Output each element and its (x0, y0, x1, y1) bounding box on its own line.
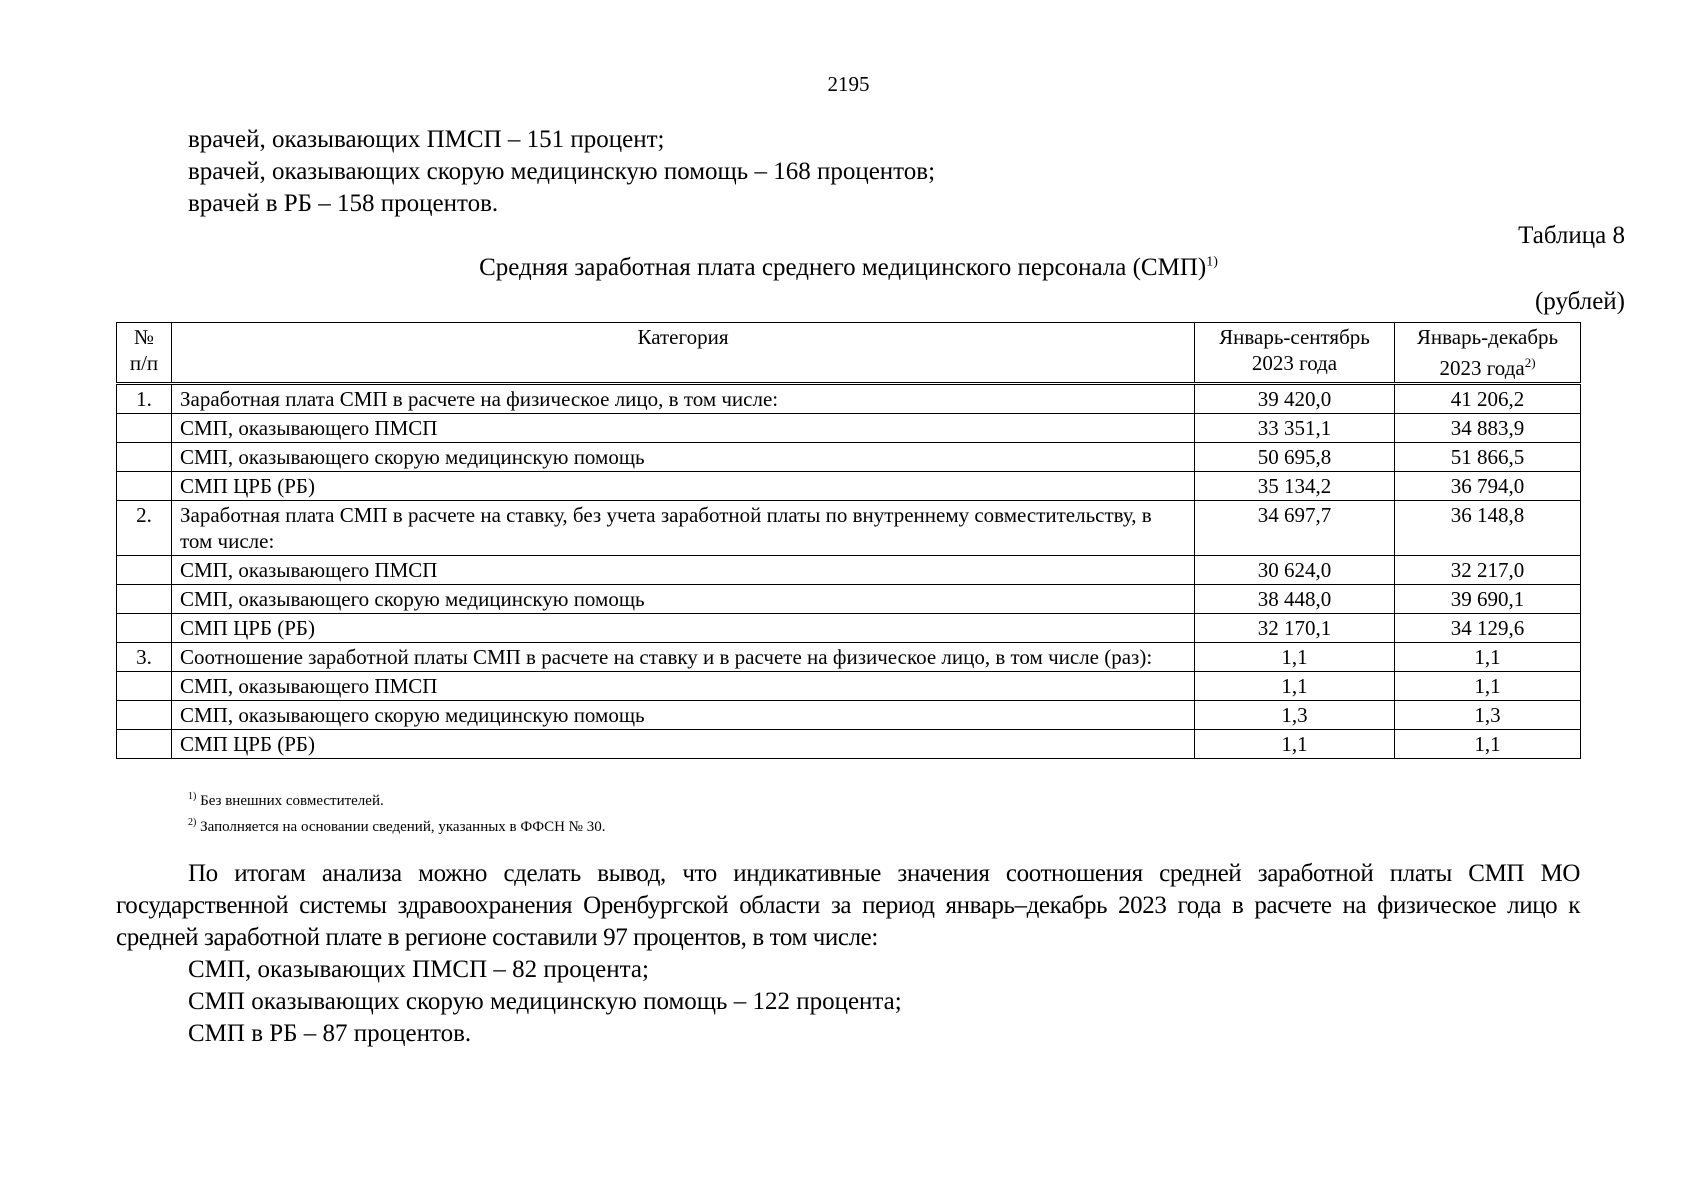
conclusion-item: СМП, оказывающих ПМСП – 82 процента; (188, 956, 649, 983)
table-row (117, 501, 1581, 556)
row-category: Заработная плата СМП в расчете на физическое лицо, в том числе: (172, 384, 1195, 414)
table-row (117, 556, 1581, 585)
salary-table (116, 322, 1581, 759)
footnote-mark: 2) (188, 817, 197, 828)
table-number-label: Таблица 8 (1518, 222, 1625, 249)
table-title-text: Средняя заработная плата среднего медицинского персонала (СМП) (479, 254, 1207, 281)
footnote (188, 812, 605, 838)
row-value-jan-sep: 50 695,8 (1195, 443, 1395, 472)
row-category: СМП ЦРБ (РБ) (172, 730, 1195, 759)
row-value-jan-sep: 32 170,1 (1195, 614, 1395, 643)
row-category: СМП ЦРБ (РБ) (172, 472, 1195, 501)
row-number (117, 414, 172, 443)
row-value-jan-dec: 1,1 (1395, 730, 1581, 759)
row-category: СМП, оказывающего ПМСП (172, 672, 1195, 701)
table-row (117, 384, 1581, 414)
row-value-jan-dec: 39 690,1 (1395, 585, 1581, 614)
row-value-jan-sep: 1,3 (1195, 701, 1395, 730)
row-value-jan-dec: 34 883,9 (1395, 414, 1581, 443)
row-number (117, 443, 172, 472)
table-row (117, 614, 1581, 643)
row-value-jan-dec: 41 206,2 (1395, 384, 1581, 414)
intro-list (188, 124, 935, 220)
intro-line: врачей в РБ – 158 процентов. (188, 190, 499, 217)
row-value-jan-sep: 39 420,0 (1195, 384, 1395, 414)
footnote-text: Без внешних совместителей. (196, 793, 384, 809)
table-title-footnote-mark: 1) (1206, 254, 1218, 270)
row-value-jan-dec: 1,1 (1395, 672, 1581, 701)
footnote-text: Заполняется на основании сведений, указанных в ФФСН № 30. (196, 819, 606, 835)
row-category: СМП, оказывающего скорую медицинскую помощь (172, 443, 1195, 472)
row-value-jan-sep: 35 134,2 (1195, 472, 1395, 501)
conclusion-item: СМП оказывающих скорую медицинскую помощь – 122 процента; (188, 988, 902, 1015)
table-footnotes (188, 786, 605, 838)
row-value-jan-dec: 34 129,6 (1395, 614, 1581, 643)
header-jan-sep: Январь-сентябрь 2023 года (1195, 323, 1395, 384)
row-category: СМП, оказывающего скорую медицинскую помощь (172, 585, 1195, 614)
row-value-jan-sep: 1,1 (1195, 730, 1395, 759)
header-number: № п/п (117, 323, 172, 384)
row-category: СМП ЦРБ (РБ) (172, 614, 1195, 643)
row-value-jan-dec: 32 217,0 (1395, 556, 1581, 585)
table-row (117, 443, 1581, 472)
conclusion-item: СМП в РБ – 87 процентов. (188, 1020, 472, 1047)
conclusion-paragraph: По итогам анализа можно сделать вывод, что индикативные значения соотношения средней заработной платы СМП МО государственной системы здравоохранения Оренбургской области за период январь–декабрь 2023 года в расчете на физическое лицо к средней заработной плате в регионе составили 97 процентов, в том числе: (116, 860, 1580, 951)
table-title (0, 254, 1697, 282)
conclusion-section (116, 858, 1580, 1050)
row-number (117, 472, 172, 501)
row-value-jan-sep: 38 448,0 (1195, 585, 1395, 614)
row-number (117, 556, 172, 585)
table-unit: (рублей) (1534, 288, 1625, 315)
row-number (117, 585, 172, 614)
table-row (117, 414, 1581, 443)
row-value-jan-dec: 1,1 (1395, 643, 1581, 672)
row-value-jan-sep: 30 624,0 (1195, 556, 1395, 585)
table-header-row (117, 323, 1581, 384)
row-number: 3. (117, 643, 172, 672)
row-category: СМП, оказывающего ПМСП (172, 414, 1195, 443)
footnote-mark: 1) (188, 791, 197, 802)
table-row (117, 701, 1581, 730)
row-number (117, 730, 172, 759)
row-number: 2. (117, 501, 172, 556)
header-category: Категория (172, 323, 1195, 384)
row-value-jan-sep: 1,1 (1195, 643, 1395, 672)
intro-line: врачей, оказывающих ПМСП – 151 процент; (188, 126, 665, 153)
row-value-jan-dec: 36 794,0 (1395, 472, 1581, 501)
intro-line: врачей, оказывающих скорую медицинскую помощь – 168 процентов; (188, 158, 936, 185)
row-value-jan-dec: 1,3 (1395, 701, 1581, 730)
table-row (117, 472, 1581, 501)
footnote (188, 786, 605, 812)
row-value-jan-sep: 1,1 (1195, 672, 1395, 701)
row-value-jan-sep: 34 697,7 (1195, 501, 1395, 556)
table-row (117, 585, 1581, 614)
row-number (117, 672, 172, 701)
table-row (117, 672, 1581, 701)
row-category: СМП, оказывающего ПМСП (172, 556, 1195, 585)
row-value-jan-dec: 36 148,8 (1395, 501, 1581, 556)
row-number (117, 614, 172, 643)
row-value-jan-sep: 33 351,1 (1195, 414, 1395, 443)
row-category: СМП, оказывающего скорую медицинскую помощь (172, 701, 1195, 730)
row-number: 1. (117, 384, 172, 414)
row-value-jan-dec: 51 866,5 (1395, 443, 1581, 472)
row-category: Заработная плата СМП в расчете на ставку, без учета заработной платы по внутреннему совместительству, в том числе: (172, 501, 1195, 556)
table-row (117, 730, 1581, 759)
header-jan-dec: Январь-декабрь 2023 года$^{2)}$ (1395, 323, 1581, 384)
table-row (117, 643, 1581, 672)
page-number: 2195 (827, 72, 870, 96)
row-number (117, 701, 172, 730)
row-category: Соотношение заработной платы СМП в расчете на ставку и в расчете на физическое лицо, в том числе (раз): (172, 643, 1195, 672)
